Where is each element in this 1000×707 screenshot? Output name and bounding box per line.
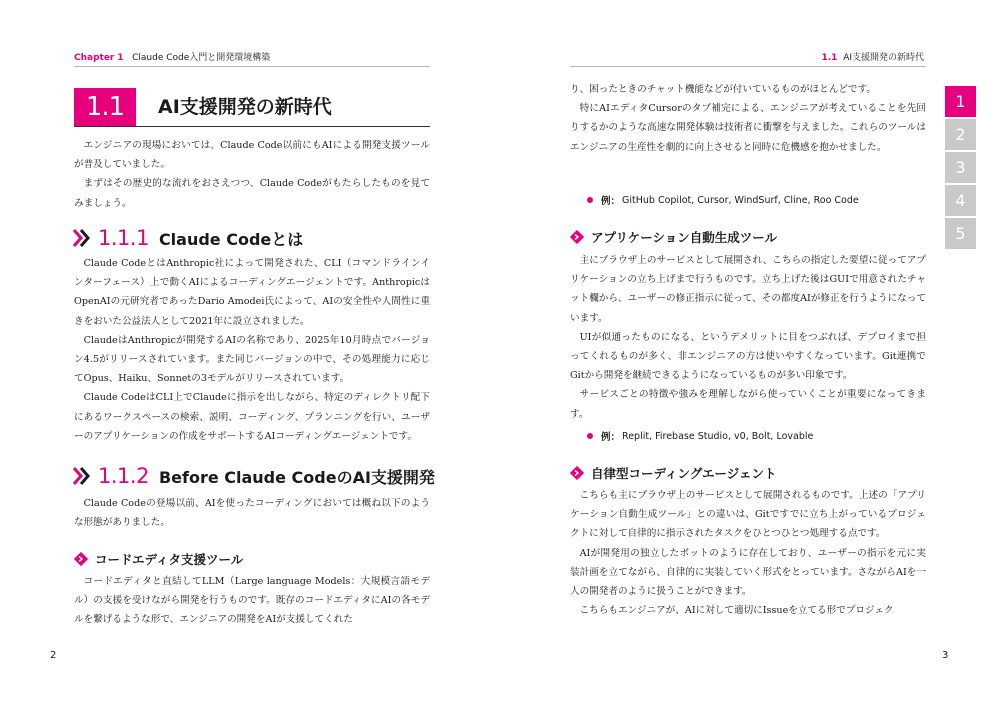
heading-text: コードエディタ支援ツール — [95, 552, 244, 567]
section-title: AI支援開発の新時代 — [158, 96, 332, 118]
paragraph: Claude CodeとはAnthropic社によって開発された、CLI（コマンドラインインターフェース）上で動くAIによるコーディングエージェントです。AnthropicはOpenAIの元研究者であったDario Amodei氏によって、AIの安全性や人間性に重きをおいた公益法人として2021年に設立されました。 — [74, 258, 430, 327]
example-bullet-appgen — [587, 429, 813, 443]
editor-body — [74, 572, 430, 630]
section-number: 1.1 — [821, 53, 838, 63]
paragraph: 主にブラウザ上のサービスとして展開され、こちらの指定した要望に従ってアプリケーションの立ち上げまで行うものです。立ち上げた後はGUIで用意されたチャット欄から、ユーザーの修正指示に従って、その都度AIが修正を行うようになっています。 — [570, 255, 926, 324]
subsection-title: Before Claude CodeのAI支援開発 — [158, 467, 435, 487]
sub2-body — [74, 494, 430, 532]
subsection-heading-1-1-1 — [72, 226, 303, 250]
bullet-label: 例： — [601, 432, 621, 443]
paragraph: こちらも主にブラウザ上のサービスとして展開されるものです。上述の「アプリケーション自動生成ツール」との違いは、Gitですでに立ち上がっているプロジェクトに対して自律的に指示されたタスクをひとつひとつ処理する点です。 — [570, 490, 926, 540]
chapter-tab-2[interactable]: 2 — [945, 119, 976, 150]
bullet-dot-icon — [587, 433, 593, 439]
chevron-double-icon — [72, 227, 92, 249]
diamond-chevron-icon — [570, 230, 584, 244]
bullet-label: 例： — [601, 196, 621, 207]
chapter-tab-3[interactable]: 3 — [945, 152, 976, 183]
subsection-title: Claude Codeとは — [158, 229, 304, 249]
paragraph: コードエディタと直結してLLM（Large language Models：大規模言語モデル）の支援を受けながら開発を行うものです。既存のコードエディタにAIの各モデルを繋げるような形で、エンジニアの開発をAIが支援してくれた — [74, 576, 430, 626]
paragraph: Claude CodeはCLI上でClaudeに指示を出しながら、特定のディレクトリ配下にあるワークスペースの検索、説明、コーディング、プランニングを行い、ユーザーのアプリケーションの作成をサポートするAIコーディングエージェントです。 — [74, 392, 430, 442]
section-rule — [74, 126, 430, 127]
appgen-body — [570, 251, 926, 424]
paragraph: UIが似通ったものになる、というデメリットに目をつぶれば、デプロイまで担ってくれるものが多く、非エンジニアの方は使いやすくなっています。Git連携でGitから開発を継続できるようになっているものが多い印象です。 — [570, 331, 926, 382]
paragraph: エンジニアの現場においては、Claude Code以前にもAIによる開発支援ツールが普及していました。 — [74, 140, 430, 171]
sub1-body — [74, 254, 430, 446]
heading-text: 自律型コーディングエージェント — [591, 466, 777, 481]
bullet-dot-icon — [587, 197, 593, 203]
paragraph: ClaudeはAnthropicが開発するAIの名称であり、2025年10月時点でバージョン4.5がリリースされています。また同じバージョンの中で、その処理能力に応じてOpus、Haiku、Sonnetの3モデルがリリースされています。 — [74, 334, 430, 385]
paragraph: り、困ったときのチャット機能などが付いているものがほとんどです。 — [570, 84, 876, 95]
diamond-chevron-icon — [74, 552, 88, 566]
running-head-right — [822, 50, 925, 63]
agent-body — [570, 486, 926, 620]
running-head-rule — [74, 66, 430, 67]
page-number-left: 2 — [50, 650, 57, 661]
page-number-right: 3 — [942, 650, 949, 661]
paragraph: まずはその歴史的な流れをおさえつつ、Claude Codeがもたらしたものを見てみましょう。 — [74, 178, 430, 209]
paragraph: AIが開発用の独立したボットのように存在しており、ユーザーの指示を元に実装計画を立てながら、自律的に実装していく形式をとっています。さながらAIを一人の開発者のように扱うことができます。 — [570, 547, 926, 598]
section-title: AI支援開発の新時代 — [843, 53, 924, 63]
heading-text: アプリケーション自動生成ツール — [591, 230, 778, 245]
chapter-tab-4[interactable]: 4 — [945, 185, 976, 216]
section-number-box: 1.1 — [74, 88, 136, 126]
paragraph: こちらもエンジニアが、AIに対して適切にIssueを立てる形でプロジェク — [579, 605, 894, 617]
subsection-number: 1.1.1 — [98, 226, 149, 250]
chapter-tab-5[interactable]: 5 — [945, 218, 976, 249]
heading-code-editor-tools — [74, 550, 243, 568]
chevron-double-icon — [72, 465, 92, 487]
chapter-title: Claude Code入門と開発環境構築 — [132, 53, 271, 63]
diamond-chevron-icon — [570, 466, 584, 480]
paragraph: Claude Codeの登場以前、AIを使ったコーディングにおいては概ね以下のような形態がありました。 — [74, 498, 430, 529]
paragraph: サービスごとの特徴や強みを理解しながら使っていくことが重要になってきます。 — [570, 389, 926, 420]
chapter-label: Chapter — [74, 53, 115, 63]
chapter-number: 1 — [117, 53, 124, 63]
bullet-text: Replit, Firebase Studio, v0, Bolt, Lovable — [622, 430, 814, 442]
chapter-tabs — [945, 86, 976, 251]
subsection-number: 1.1.2 — [98, 464, 149, 488]
heading-autonomous-agents — [570, 464, 777, 482]
example-bullet-editors — [587, 193, 859, 207]
subsection-heading-1-1-2 — [72, 464, 435, 488]
cont-body — [570, 80, 926, 157]
chapter-tab-1[interactable]: 1 — [945, 86, 976, 117]
bullet-text: GitHub Copilot, Cursor, WindSurf, Cline, Roo Code — [622, 194, 859, 206]
running-head-left — [74, 50, 270, 63]
running-head-rule — [570, 66, 926, 67]
paragraph: 特にAIエディタCursorのタブ補完による、エンジニアが考えていることを先回りするかのような高速な開発体験は技術者に衝撃を与えました。これらのツールはエンジニアの生産性を劇的に向上させると同時に危機感を抱かせました。 — [570, 103, 926, 153]
intro-text — [74, 136, 430, 213]
heading-app-generation-tools — [570, 228, 777, 246]
